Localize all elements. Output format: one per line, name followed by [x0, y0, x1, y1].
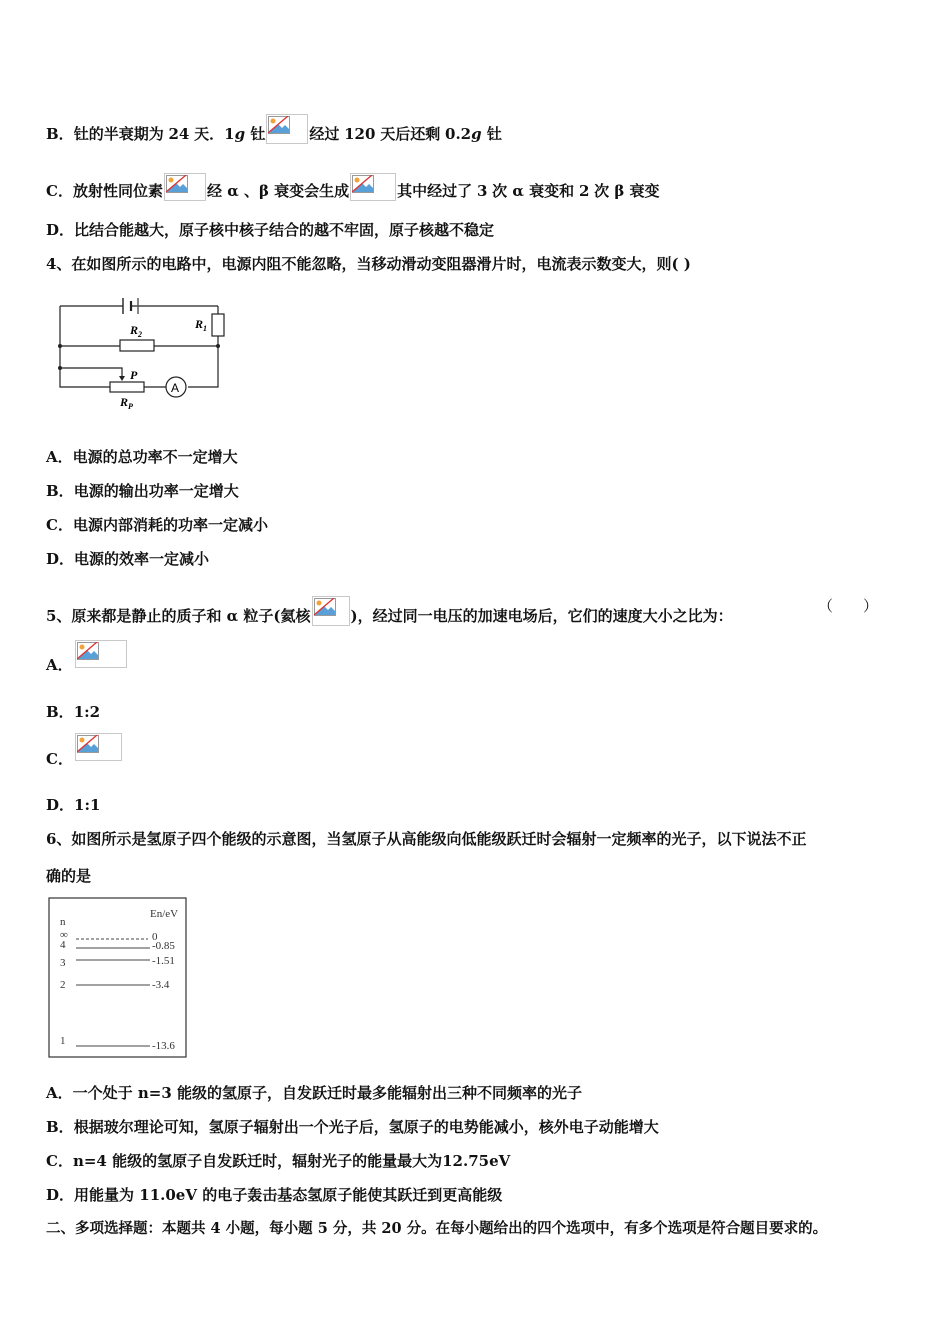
- option-label: A．: [46, 656, 73, 674]
- option-label: C．: [46, 516, 73, 534]
- level-n-inf: ∞: [60, 929, 68, 941]
- option-label: B．: [46, 1118, 74, 1136]
- n-axis-label: n: [60, 916, 66, 928]
- level-n-4: 4: [60, 939, 66, 951]
- option-label: A．: [46, 448, 73, 466]
- broken-image-icon: [312, 596, 350, 626]
- q5-option-c: [46, 749, 73, 769]
- level-e-4: -0.85: [152, 940, 175, 952]
- slider-p-label: P: [130, 368, 138, 382]
- q3-option-d: D．比结合能越大，原子核中核子结合的越不牢固，原子核越不稳定: [46, 221, 495, 239]
- option-label: D．: [46, 550, 75, 568]
- q6-option-b: B．根据玻尔理论可知，氢原子辐射出一个光子后，氢原子的电势能减小，核外电子动能增大: [46, 1118, 659, 1136]
- level-n-2: 2: [60, 979, 66, 991]
- q6-stem-line2: 确的是: [46, 867, 92, 885]
- answer-parentheses: （ ）: [818, 597, 879, 615]
- option-label: D．: [46, 1186, 75, 1204]
- q5-option-a: [46, 655, 73, 675]
- q3-option-c: C．放射性同位素 经 α 、β 衰变会生成 其中经过了 3 次 α 衰变和 2 次 β 衰变: [46, 173, 660, 201]
- option-label: B．: [46, 482, 74, 500]
- level-e-2: -3.4: [152, 979, 170, 991]
- q3-option-b: B．钍的半衰期为 24 天．1g 钍 经过 120 天后还剩 0.2g 钍: [46, 114, 502, 144]
- option-label: C．: [46, 182, 73, 200]
- level-n-3: 3: [60, 957, 66, 969]
- level-e-inf: 0: [152, 931, 158, 943]
- option-label: A．: [46, 1084, 73, 1102]
- q6-option-d: D．用能量为 11.0eV 的电子轰击基态氢原子能使其跃迁到更高能级: [46, 1186, 503, 1204]
- broken-image-icon: [164, 173, 206, 201]
- option-label: B．: [46, 125, 74, 143]
- q4-option-d: D．电源的效率一定减小: [46, 550, 210, 568]
- broken-image-icon: [350, 173, 396, 201]
- q6-stem-line1: 6、如图所示是氢原子四个能级的示意图，当氢原子从高能级向低能级跃迁时会辐射一定频率的光子，以下说法不正: [46, 830, 807, 848]
- option-label: D．: [46, 221, 75, 239]
- q6-option-c: C．n=4 能级的氢原子自发跃迁时，辐射光子的能量最大为12.75eV: [46, 1152, 511, 1170]
- q5-option-d: D．1:1: [46, 796, 101, 814]
- energy-axis-label: En/eV: [150, 908, 179, 920]
- r2-label: $R_2$: [130, 323, 143, 339]
- option-label: D．: [46, 796, 75, 814]
- q4-option-c: C．电源内部消耗的功率一定减小: [46, 516, 268, 534]
- section-2-heading: 二、多项选择题：本题共 4 小题，每小题 5 分，共 20 分。在每小题给出的四个选项中，有多个选项是符合题目要求的。: [46, 1220, 828, 1237]
- q5-option-b: B．1:2: [46, 703, 101, 721]
- option-label: B．: [46, 703, 74, 721]
- level-e-3: -1.51: [152, 955, 175, 967]
- broken-image-icon: [75, 640, 127, 668]
- energy-level-diagram: [48, 897, 188, 1059]
- level-n-1: 1: [60, 1035, 66, 1047]
- option-label: C．: [46, 1152, 73, 1170]
- r1-label: $R_1$: [195, 317, 208, 333]
- circuit-diagram: [50, 290, 230, 412]
- q4-stem: 4、在如图所示的电路中，电源内阻不能忽略，当移动滑动变阻器滑片时，电流表示数变大，则( ): [46, 255, 691, 273]
- level-e-1: -13.6: [152, 1040, 175, 1052]
- broken-image-icon: [266, 114, 308, 144]
- option-label: C．: [46, 750, 73, 768]
- broken-image-icon: [75, 733, 122, 761]
- q6-option-a: A．一个处于 n=3 能级的氢原子，自发跃迁时最多能辐射出三种不同频率的光子: [46, 1084, 583, 1102]
- q4-option-a: A．电源的总功率不一定增大: [46, 448, 238, 466]
- rp-label: $R_P$: [120, 395, 133, 411]
- q5-stem: 5、原来都是静止的质子和 α 粒子(氦核 )，经过同一电压的加速电场后，它们的速度大小之比为：: [46, 596, 733, 626]
- ammeter-label: A: [171, 381, 180, 395]
- q4-option-b: B．电源的输出功率一定增大: [46, 482, 239, 500]
